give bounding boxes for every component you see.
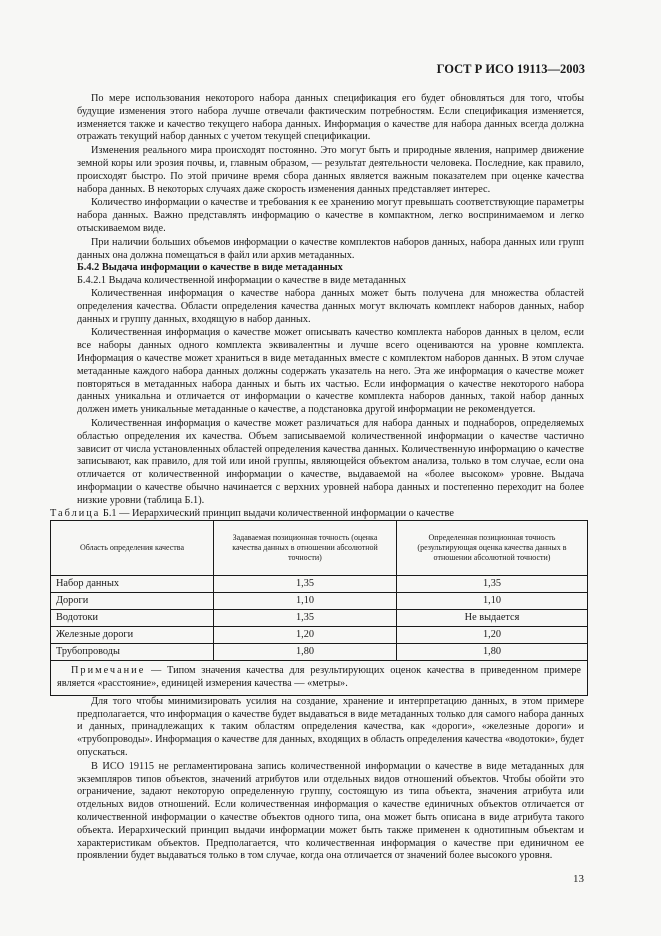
table-header-cell: Область определения качества	[51, 521, 214, 576]
table-cell: Трубопроводы	[51, 644, 214, 661]
table-cell: 1,35	[397, 576, 588, 593]
table-caption-text: Б.1 — Иерархический принцип выдачи количественной информации о качестве	[100, 507, 454, 519]
paragraph: Количественная информация о качестве может описывать качество комплекта наборов данных в целом, если все наборы данных одного комплекта эквивалентны и лучше всего оцениваются на уровне комплекта. Информация о качестве может храниться в виде метаданных вместе с комплектом наборов данных. В этом случае метаданные каждого набора данных должны содержать указатель на него. Эта же информация о качестве может повторяться в метаданных набора данных и быть их частью. Если информация о качестве некоторого набора данных уникальна и отличается от информации о качестве комплекта наборов данных, такой набор данных должен иметь уникальные метаданные о качестве, а подстановка другой информации не рекомендуется.	[77, 327, 584, 416]
table-cell: Набор данных	[51, 576, 214, 593]
table-cell: Дороги	[51, 593, 214, 610]
table-row	[51, 644, 588, 661]
section-heading: Б.4.2 Выдача информации о качестве в виде метаданных	[77, 262, 343, 274]
table-header-cell: Определенная позиционная точность (результирующая оценка качества данных в отношении абсолютной точности)	[397, 521, 588, 576]
table-note-text: — Типом значения качества для результирующих оценок качества в приведенном примере является «расстояние», единицей измерения качества — «метры».	[57, 665, 581, 690]
table-cell: 1,10	[397, 593, 588, 610]
table-note	[51, 661, 588, 696]
table-row	[51, 593, 588, 610]
paragraph: Изменения реального мира происходят постоянно. Это могут быть и природные явления, например движение земной коры или эрозия почвы, и, главным образом, — результат деятельности человека. Последние, как правило, происходят быстро. По этой причине время сбора данных является важным показателем при оценке качества набора данных. В некоторых случаях даже скорость изменения данных представляет интерес.	[77, 145, 584, 195]
table-caption-prefix: Таблица	[50, 507, 101, 519]
page-number: 13	[573, 873, 584, 885]
paragraph: Для того чтобы минимизировать усилия на создание, хранение и интерпретацию данных, в этом примере предполагается, что информация о качестве будет выдаваться в виде метаданных только для самого набора данных и данных, принадлежащих к таким областям определения качества, как «дороги», «железные дороги» и «трубопроводы». Информация о качестве для данных, входящих в область определения качества «водотоки», будет опускаться.	[77, 695, 584, 759]
table-cell: Железные дороги	[51, 627, 214, 644]
table-note-row	[51, 661, 588, 696]
table-cell: 1,35	[214, 610, 397, 627]
document-header: ГОСТ Р ИСО 19113—2003	[436, 62, 585, 76]
table-cell: Водотоки	[51, 610, 214, 627]
table-row	[51, 627, 588, 644]
paragraph: Количественная информация о качестве может различаться для набора данных и поднаборов, определяемых областью определения их качества. Объем записываемой количественной информации о качестве частично зависит от числа установленных областей определения качества данных. Количественную информацию о качестве записывают, как правило, для той или иной группы, являющейся объектом анализа, только в том случае, если она отличается от количественной информации о качестве, выдаваемой на «более высоком» уровне. Выдача информации о качестве обычно начинается с верхних уровней набора данных и постепенно переходит на более низкие уровни (таблица Б.1).	[77, 417, 584, 506]
table-cell: 1,10	[214, 593, 397, 610]
quality-table	[50, 520, 588, 696]
table-note-prefix: Примечание	[71, 665, 146, 677]
paragraph: По мере использования некоторого набора данных спецификация его будет обновляться для того, чтобы будущие изменения этого набора лучше отвечали фактическим потребностям. Если спецификация изменяется, изменяется также и качество текущего набора данных. Информация о качестве для набора данных всегда должна отражать текущий набор данных с учетом текущей спецификации.	[77, 93, 584, 143]
paragraph: Количественная информация о качестве набора данных может быть получена для множества областей определения качества. Области определения качества данных могут включать комплект наборов данных, набор данных и группу данных, входящую в набор данных.	[77, 287, 584, 325]
table-row	[51, 576, 588, 593]
paragraph: При наличии больших объемов информации о качестве комплектов наборов данных, набора данных или групп данных она должна помещаться в файл или архив метаданных.	[77, 236, 584, 261]
page-content	[50, 93, 584, 863]
table-cell: Не выдается	[397, 610, 588, 627]
paragraph: Количество информации о качестве и требования к ее хранению могут превышать соответствующие параметры набора данных. Важно представлять информацию о качестве в компактном, легко воспринимаемом и легко отыскиваемом виде.	[77, 197, 584, 234]
subsection-heading: Б.4.2.1 Выдача количественной информации о качестве в виде метаданных	[77, 275, 407, 287]
table-caption	[50, 508, 584, 521]
table-row	[51, 610, 588, 627]
table-cell: 1,20	[397, 627, 588, 644]
table-cell: 1,35	[214, 576, 397, 593]
paragraph: В ИСО 19115 не регламентирована запись количественной информации о качестве в виде метаданных для экземпляров типов объектов, значений атрибутов или отдельных видов отношений объектов. Чтобы обойти это ограничение, задают некоторую определенную группу, состоящую из типа объекта, значения атрибута или отдельных видов отношений. Если количественная информация о качестве единичных объектов отличается от количественной информации о качестве объектов одного типа, она может быть описана в виде атрибута такого объекта. Иерархический принцип выдачи информации может быть также применен к однотипным объектам и характеристикам объектов. Предполагается, что количественная информация о качестве при единичном ее проявлении будет выдаваться только в том случае, когда она отличается от значений более высокого уровня.	[77, 760, 584, 862]
table-cell: 1,80	[214, 644, 397, 661]
table-cell: 1,20	[214, 627, 397, 644]
table-header-cell: Задаваемая позиционная точность (оценка качества данных в отношении абсолютной точности)	[214, 521, 397, 576]
table-header-row	[51, 521, 588, 576]
table-cell: 1,80	[397, 644, 588, 661]
